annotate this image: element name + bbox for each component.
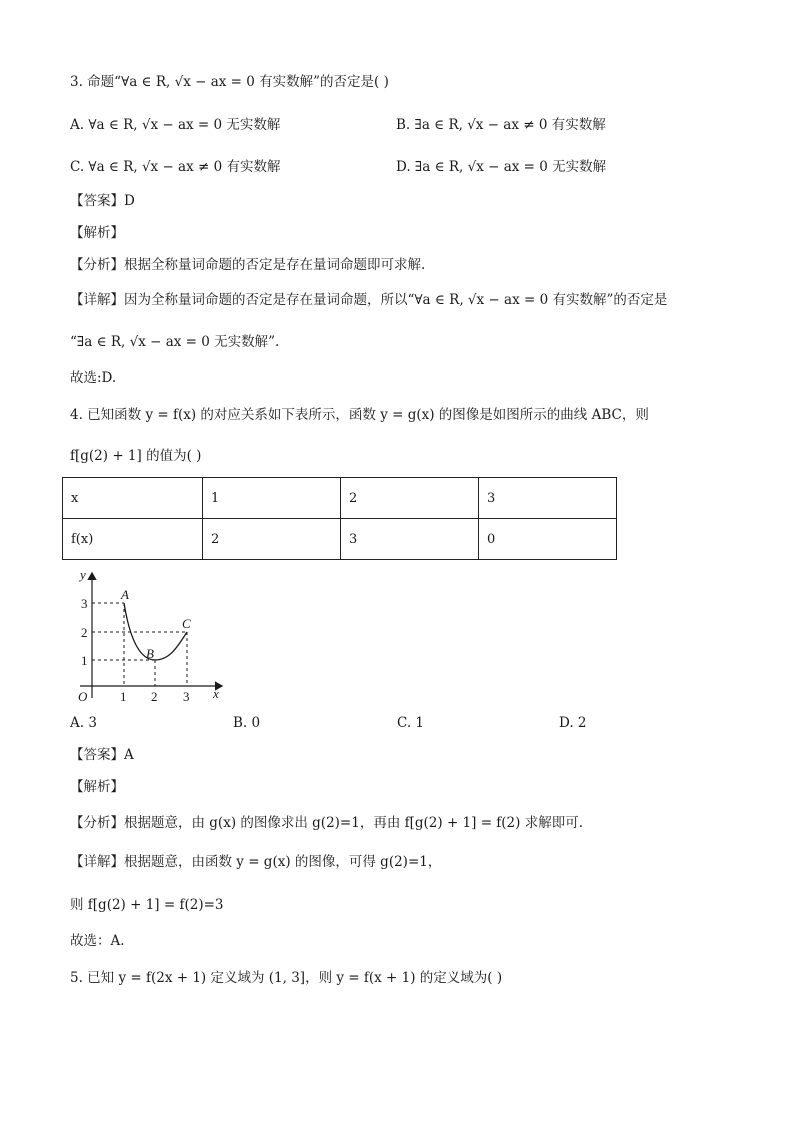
answer-tag: 【答案】 (70, 747, 124, 763)
q3-xiangjie-1: 因为全称量词命题的否定是存在量词命题，所以“∀a ∈ R, √x − ax = 0 有实数解”的否定是 (124, 292, 668, 308)
q4-answer: A (124, 747, 134, 763)
q4-option-b[interactable]: B. 0 (233, 715, 261, 731)
q3-analysis-tag: 【解析】 (70, 225, 124, 241)
x-axis-label: x (213, 686, 219, 701)
fenxi-tag: 【分析】 (70, 815, 124, 831)
table-cell: 2 (341, 478, 479, 519)
point-label-b: B (146, 646, 154, 661)
q4-option-c[interactable]: C. 1 (397, 715, 425, 731)
q3-xiangjie-2: “∃a ∈ R, √x − ax = 0 无实数解”. (70, 334, 280, 350)
table-cell: 2 (203, 519, 341, 560)
x-tick-label: 1 (120, 689, 127, 704)
q4-stem-2: f[g(2) + 1] 的值为( ) (70, 448, 202, 464)
y-tick-label: 2 (81, 625, 88, 640)
q4-fenxi: 根据题意，由 g(x) 的图像求出 g(2)=1，再由 f[g(2) + 1] = f(2) 求解即可. (124, 815, 583, 831)
q3-answer-line (70, 191, 135, 211)
y-axis-label: y (80, 568, 86, 582)
q3-option-c[interactable]: C. ∀a ∈ R, √x − ax ≠ 0 有实数解 (70, 159, 281, 175)
table-row (63, 478, 617, 519)
q4-option-d[interactable]: D. 2 (559, 715, 587, 731)
q3-option-d[interactable]: D. ∃a ∈ R, √x − ax = 0 无实数解 (396, 159, 607, 175)
q5-stem: 5. 已知 y = f(2x + 1) 定义域为 (1, 3]，则 y = f(x + 1) 的定义域为( ) (70, 970, 503, 986)
origin-label: O (78, 689, 88, 704)
point-label-a: A (121, 587, 129, 602)
q4-step: 则 f[g(2) + 1] = f(2)=3 (70, 897, 224, 913)
function-graph (62, 568, 232, 708)
xiangjie-tag: 【详解】 (70, 854, 124, 870)
y-tick-label: 3 (81, 596, 88, 611)
table-cell: x (63, 478, 203, 519)
q4-conclusion: 故选：A. (70, 933, 125, 949)
q3-xiangjie-line (70, 290, 667, 310)
y-tick-label: 1 (81, 653, 88, 668)
dashed-guides (92, 603, 187, 686)
q4-fenxi-line (70, 813, 583, 833)
table-cell: 0 (479, 519, 617, 560)
table-cell: 1 (203, 478, 341, 519)
q3-stem: 3. 命题“∀a ∈ R, √x − ax = 0 有实数解”的否定是( ) (70, 74, 389, 90)
q3-conclusion: 故选:D. (70, 370, 117, 386)
q4-analysis-tag: 【解析】 (70, 779, 124, 795)
table-cell: f(x) (63, 519, 203, 560)
function-table (62, 477, 617, 560)
answer-tag: 【答案】 (70, 193, 124, 209)
q4-stem-1: 4. 已知函数 y = f(x) 的对应关系如下表所示，函数 y = g(x) 的图像是如图所示的曲线 ABC，则 (70, 407, 649, 423)
q4-xiangjie-line (70, 852, 441, 872)
point-label-c: C (182, 616, 191, 631)
table-cell: 3 (479, 478, 617, 519)
q3-option-a[interactable]: A. ∀a ∈ R, √x − ax = 0 无实数解 (70, 117, 281, 133)
xiangjie-tag: 【详解】 (70, 292, 124, 308)
q4-answer-line (70, 745, 134, 765)
q4-option-a[interactable]: A. 3 (70, 715, 97, 731)
q3-option-b[interactable]: B. ∃a ∈ R, √x − ax ≠ 0 有实数解 (396, 117, 606, 133)
table-cell: 3 (341, 519, 479, 560)
x-tick-label: 3 (183, 689, 190, 704)
x-tick-label: 2 (151, 689, 158, 704)
q3-answer: D (124, 193, 135, 209)
table-row (63, 519, 617, 560)
q4-xiangjie: 根据题意，由函数 y = g(x) 的图像，可得 g(2)=1， (124, 854, 442, 870)
q3-fenxi-line (70, 255, 425, 275)
q3-fenxi: 根据全称量词命题的否定是存在量词命题即可求解. (124, 257, 426, 273)
fenxi-tag: 【分析】 (70, 257, 124, 273)
